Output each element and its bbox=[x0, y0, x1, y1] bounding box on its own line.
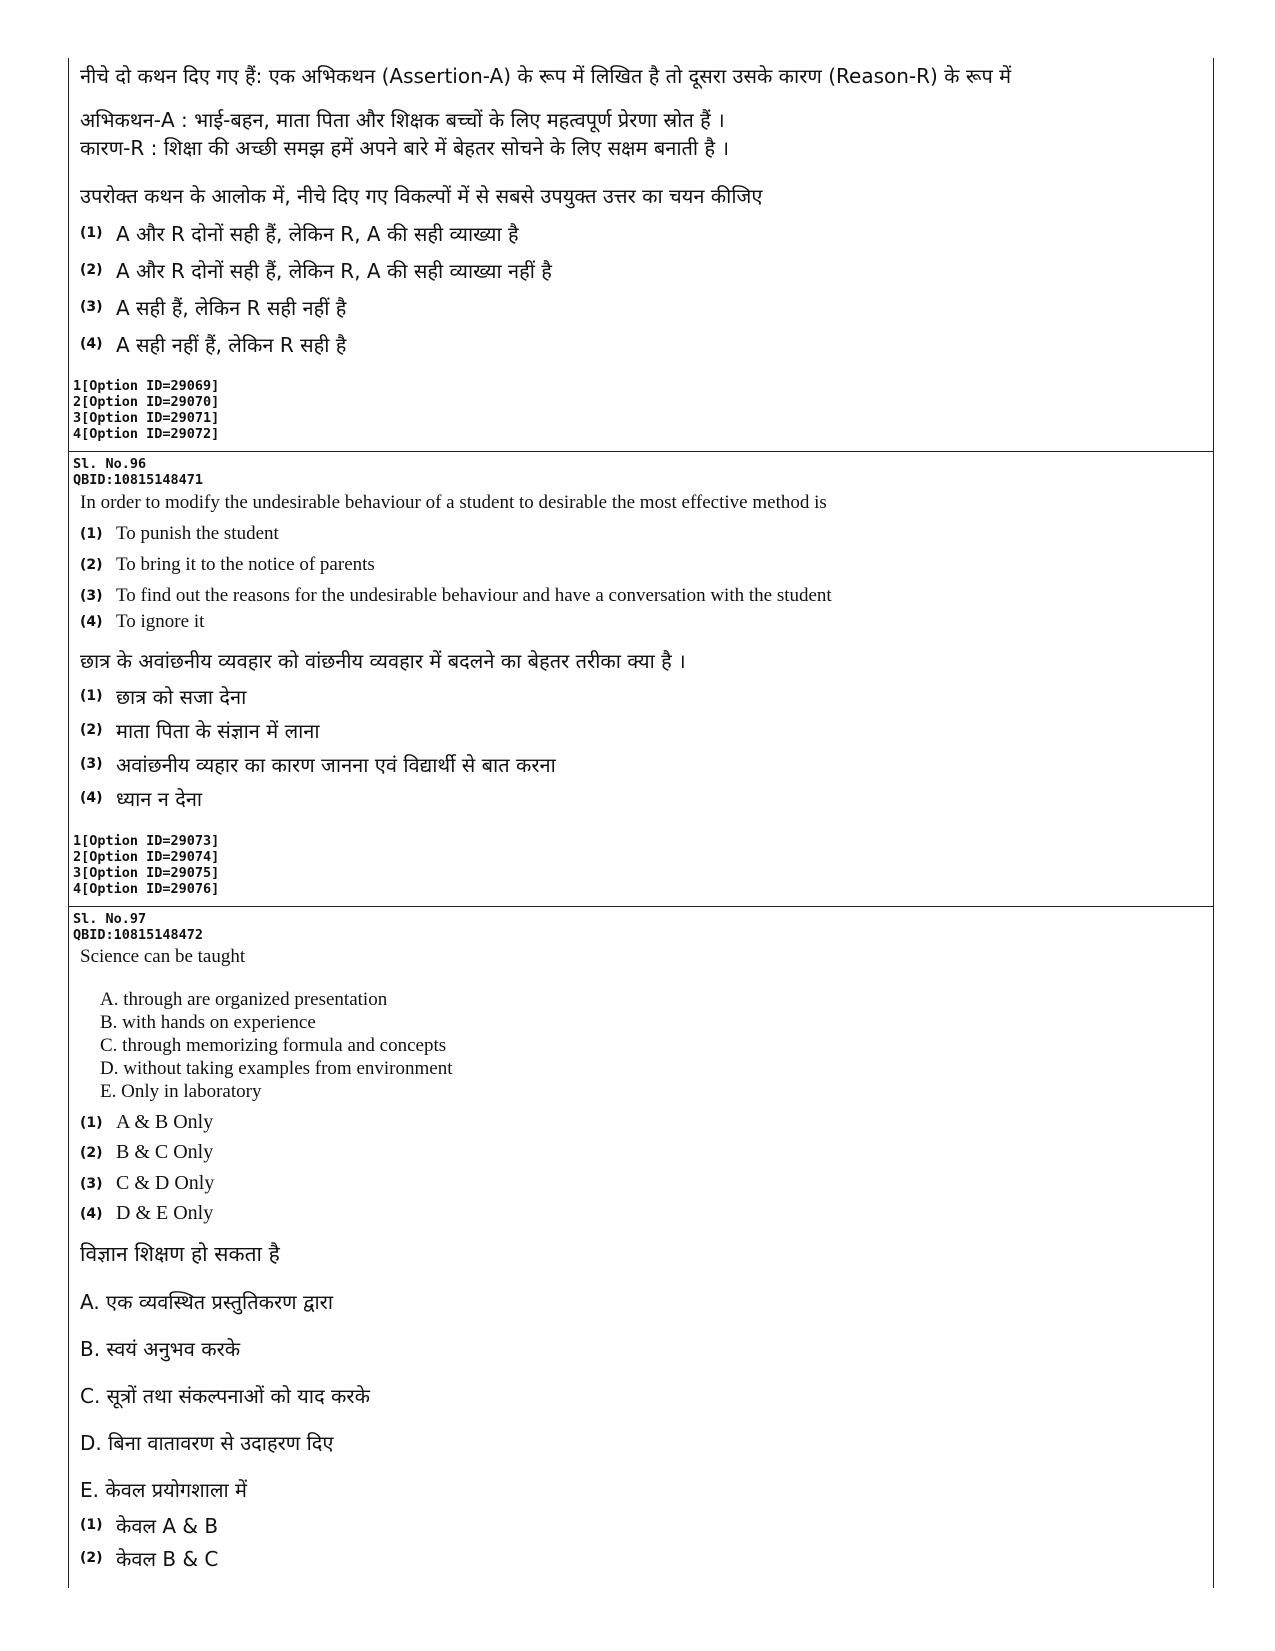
reason-statement: कारण-R : शिक्षा की अच्छी समझ हमें अपने बारे में बेहतर सोचने के लिए सक्षम बनाती है । bbox=[80, 136, 730, 160]
option-number: (3) bbox=[80, 299, 103, 315]
option-text: A और R दोनों सही हैं, लेकिन R, A की सही व्याख्या नहीं है bbox=[116, 259, 552, 283]
question-instruction: उपरोक्त कथन के आलोक में, नीचे दिए गए विकल्पों में से सबसे उपयुक्त उत्तर का चयन कीजिए bbox=[80, 184, 763, 208]
option-number: (4) bbox=[80, 336, 103, 352]
option-id: 2[Option ID=29074] bbox=[73, 849, 220, 865]
option-id: 3[Option ID=29075] bbox=[73, 865, 220, 881]
option-text: A सही हैं, लेकिन R सही नहीं है bbox=[116, 296, 347, 320]
serial-number: Sl. No.96 bbox=[73, 456, 147, 472]
statement-item: B. with hands on experience bbox=[100, 1012, 316, 1033]
statement-item: E. Only in laboratory bbox=[100, 1081, 262, 1102]
serial-number: Sl. No.97 bbox=[73, 911, 147, 927]
question-text-hindi: विज्ञान शिक्षण हो सकता है bbox=[80, 1242, 280, 1266]
option-number: (3) bbox=[80, 756, 103, 772]
option-number: (4) bbox=[80, 1206, 103, 1222]
option-text: ध्यान न देना bbox=[116, 787, 203, 811]
option-text: माता पिता के संज्ञान में लाना bbox=[116, 719, 320, 743]
statement-item: C. सूत्रों तथा संकल्पनाओं को याद करके bbox=[80, 1384, 370, 1408]
option-text: A & B Only bbox=[116, 1111, 214, 1133]
option-number: (2) bbox=[80, 722, 103, 738]
statement-item: A. through are organized presentation bbox=[100, 989, 388, 1010]
option-id: 4[Option ID=29072] bbox=[73, 426, 220, 442]
option-text: अवांछनीय व्यहार का कारण जानना एवं विद्यार्थी से बात करना bbox=[116, 753, 556, 777]
option-id: 1[Option ID=29073] bbox=[73, 833, 220, 849]
option-text: To find out the reasons for the undesirable behaviour and have a conversation with the student bbox=[116, 585, 832, 606]
option-number: (2) bbox=[80, 557, 103, 573]
option-text: To punish the student bbox=[116, 523, 279, 544]
option-number: (2) bbox=[80, 262, 103, 278]
option-text: A और R दोनों सही हैं, लेकिन R, A की सही व्याख्या है bbox=[116, 222, 519, 246]
option-text: D & E Only bbox=[116, 1202, 214, 1224]
option-number: (3) bbox=[80, 1176, 103, 1192]
question-separator bbox=[68, 451, 1213, 452]
option-number: (4) bbox=[80, 614, 103, 630]
question-text-hindi: छात्र के अवांछनीय व्यवहार को वांछनीय व्यवहार में बदलने का बेहतर तरीका क्या है । bbox=[80, 649, 686, 673]
option-text: छात्र को सजा देना bbox=[116, 685, 247, 709]
question-intro: नीचे दो कथन दिए गए हैं: एक अभिकथन (Assertion-A) के रूप में लिखित है तो दूसरा उसके कारण (Reason-R) के रूप में bbox=[80, 64, 1012, 88]
assertion-statement: अभिकथन-A : भाई-बहन, माता पिता और शिक्षक बच्चों के लिए महत्वपूर्ण प्रेरणा स्रोत हैं । bbox=[80, 108, 725, 132]
option-text: B & C Only bbox=[116, 1141, 214, 1163]
option-id: 4[Option ID=29076] bbox=[73, 881, 220, 897]
option-number: (1) bbox=[80, 1115, 103, 1131]
option-number: (3) bbox=[80, 588, 103, 604]
option-text: A सही नहीं हैं, लेकिन R सही है bbox=[116, 333, 347, 357]
option-id: 1[Option ID=29069] bbox=[73, 378, 220, 394]
option-text: केवल B & C bbox=[116, 1547, 219, 1571]
option-number: (2) bbox=[80, 1550, 103, 1566]
option-number: (2) bbox=[80, 1145, 103, 1161]
option-text: To bring it to the notice of parents bbox=[116, 554, 375, 575]
option-number: (1) bbox=[80, 1517, 103, 1533]
question-bank-id: QBID:10815148471 bbox=[73, 472, 204, 488]
option-number: (1) bbox=[80, 526, 103, 542]
option-text: C & D Only bbox=[116, 1172, 215, 1194]
option-id: 3[Option ID=29071] bbox=[73, 410, 220, 426]
statement-item: E. केवल प्रयोगशाला में bbox=[80, 1478, 248, 1502]
option-number: (1) bbox=[80, 688, 103, 704]
question-bank-id: QBID:10815148472 bbox=[73, 927, 204, 943]
option-id: 2[Option ID=29070] bbox=[73, 394, 220, 410]
statement-item: D. without taking examples from environment bbox=[100, 1058, 453, 1079]
option-text: केवल A & B bbox=[116, 1514, 219, 1538]
option-number: (1) bbox=[80, 225, 103, 241]
question-text: In order to modify the undesirable behaviour of a student to desirable the most effective method is bbox=[80, 492, 827, 513]
question-separator bbox=[68, 906, 1213, 907]
option-number: (4) bbox=[80, 790, 103, 806]
statement-item: A. एक व्यवस्थित प्रस्तुतिकरण द्वारा bbox=[80, 1290, 334, 1314]
statement-item: B. स्वयं अनुभव करके bbox=[80, 1337, 241, 1361]
statement-item: D. बिना वातावरण से उदाहरण दिए bbox=[80, 1431, 334, 1455]
question-text: Science can be taught bbox=[80, 946, 246, 967]
statement-item: C. through memorizing formula and concepts bbox=[100, 1035, 447, 1056]
option-text: To ignore it bbox=[116, 611, 205, 632]
